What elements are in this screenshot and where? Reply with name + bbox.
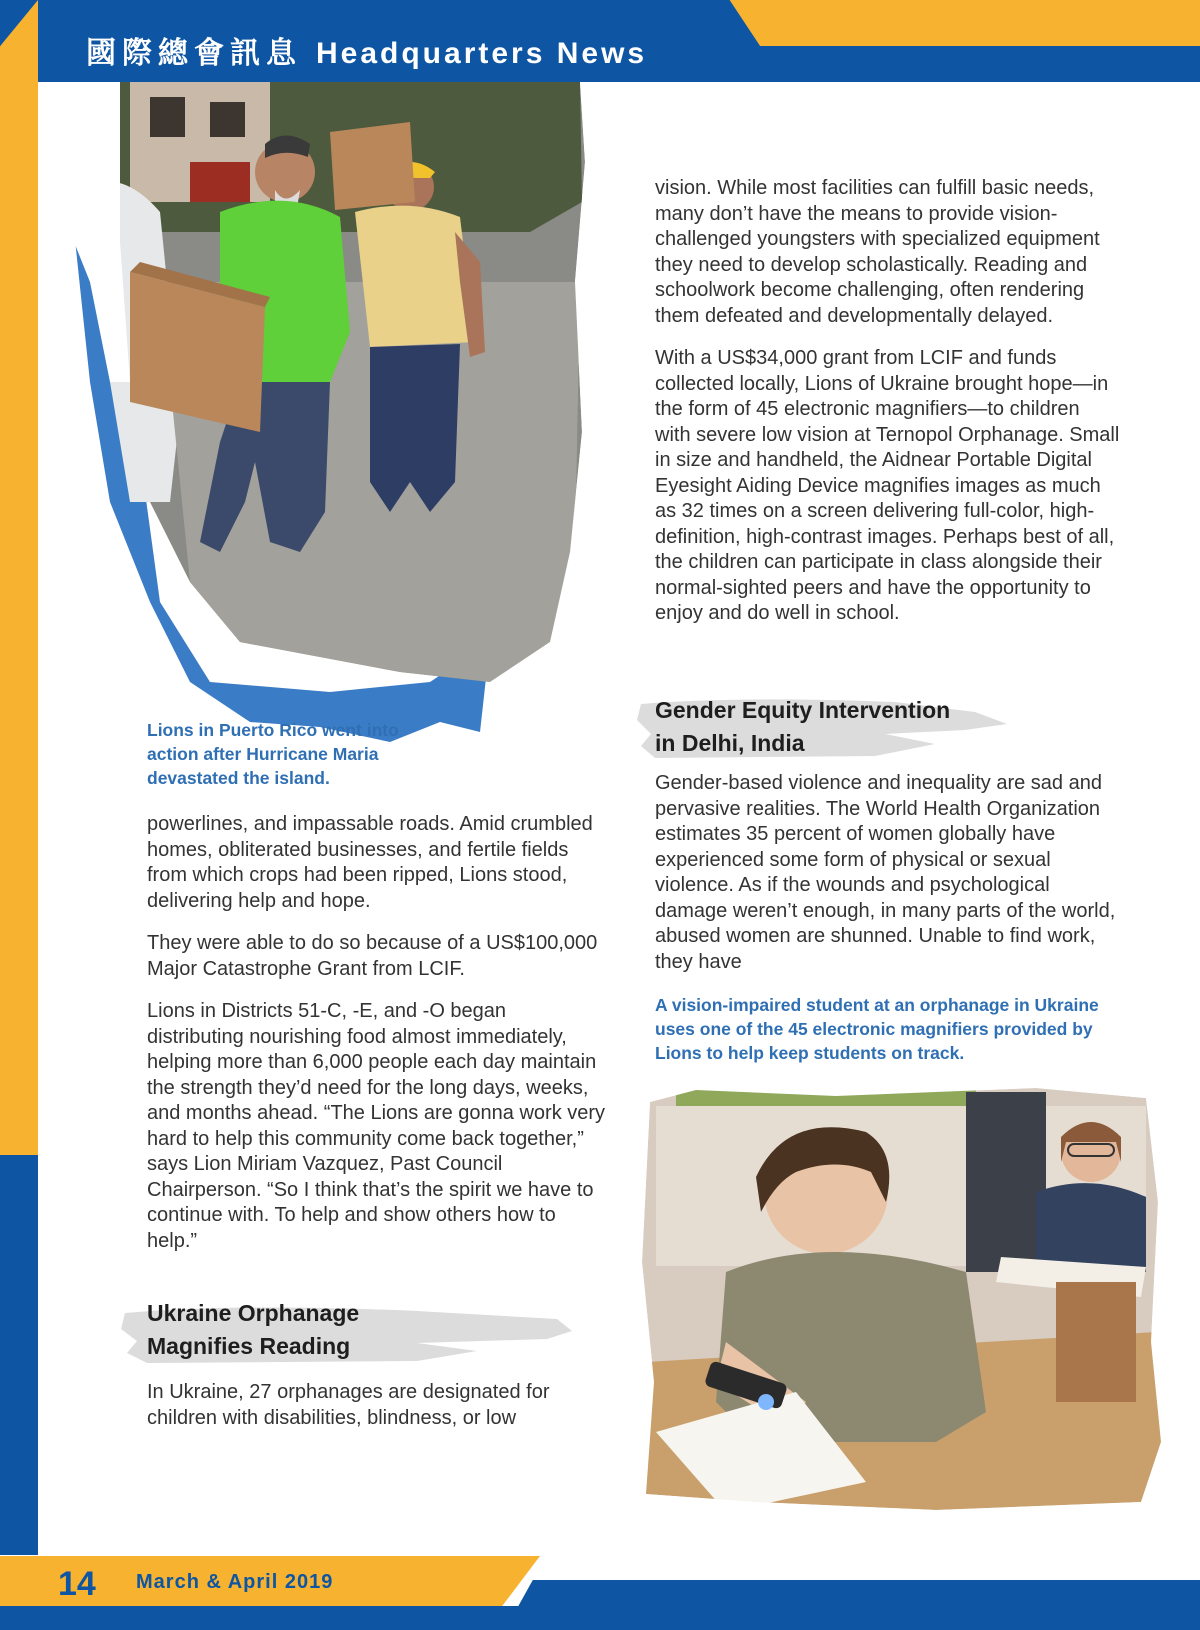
heading-line: Magnifies Reading [147,1333,351,1359]
section-title [86,28,647,72]
paragraph: They were able to do so because of a US$100,000 Major Catastrophe Grant from LCIF. [147,932,598,980]
paragraph: Lions in Districts 51-C, -E, and -O began distributing nourishing food almost immediately, helping more than 6,000 people each day maintain the strength they’d need for the long days, weeks, and months ahead. “The Lions are gonna work very hard to help this community come back together,” says Lion Miriam Vazquez, Past Council Chairperson. “So I think that’s the spirit we have to continue with. To help and show others how to help.” [147,1000,606,1252]
photo-caption-ukraine: A vision-impaired student at an orphanage in Ukraine uses one of the 45 electronic magnifiers provided by Lions to help keep students on track. [655,995,1099,1063]
frame-left-yellow-band [0,0,38,1155]
frame-top-yellow-band [720,0,1200,46]
left-column-body-continued [147,1380,607,1448]
heading-ukraine-orphanage [147,1297,567,1363]
paragraph: Gender-based violence and inequality are sad and pervasive realities. The World Health Organization estimates 35 percent of women globally have experienced some form of physical or sexual violence. As if the wounds and psychological damage weren’t enough, in many parts of the world, abused women are shunned. Unable to find work, they have [655,772,1116,973]
paragraph: In Ukraine, 27 orphanages are designated for children with disabilities, blindness, or low [147,1381,550,1429]
photo-caption-puerto-rico: Lions in Puerto Rico went into action after Hurricane Maria devastated the island. [147,720,399,788]
photo-puerto-rico-volunteers [70,82,600,747]
section-title-chinese: 國際總會訊息 [86,37,302,70]
paragraph: powerlines, and impassable roads. Amid crumbled homes, obliterated businesses, and fertile fields from which crops had been ripped, Lions stood, delivering help and hope. [147,813,593,912]
section-title-english: Headquarters News [316,37,648,70]
frame-bottom-blue-band [0,1606,1200,1630]
page-number: 14 [58,1565,96,1603]
paragraph: With a US$34,000 grant from LCIF and funds collected locally, Lions of Ukraine brought hope—in the form of 45 electronic magnifiers—to children with severe low vision at Ternopol Orphanage. Small in size and handheld, the Aidnear Portable Digital Eyesight Aiding Device magnifies images as much as 32 times on a screen delivering full-color, high-definition, high-contrast images. Perhaps best of all, the children can participate in class alongside their normal-sighted peers and have the opportunity to enjoy and do well in school. [655,347,1120,624]
heading-line: Ukraine Orphanage [147,1300,360,1326]
heading-gender-equity [655,694,1015,760]
right-column-body [655,176,1120,644]
heading-line: in Delhi, India [655,730,805,756]
issue-date: March & April 2019 [136,1571,334,1593]
frame-top-blue-band-right [740,46,1200,82]
photo-ukraine-student-magnifier [636,1082,1166,1514]
left-column-body [147,812,607,1271]
frame-left-blue-band [0,1155,38,1555]
paragraph: vision. While most facilities can fulfill basic needs, many don’t have the means to provide vision-challenged youngsters with specialized equipment they need to develop scholastically. Reading and schoolwork become challenging, often rendering them defeated and developmentally delayed. [655,177,1100,327]
heading-line: Gender Equity Intervention [655,697,951,723]
right-column-body-continued [655,771,1120,992]
